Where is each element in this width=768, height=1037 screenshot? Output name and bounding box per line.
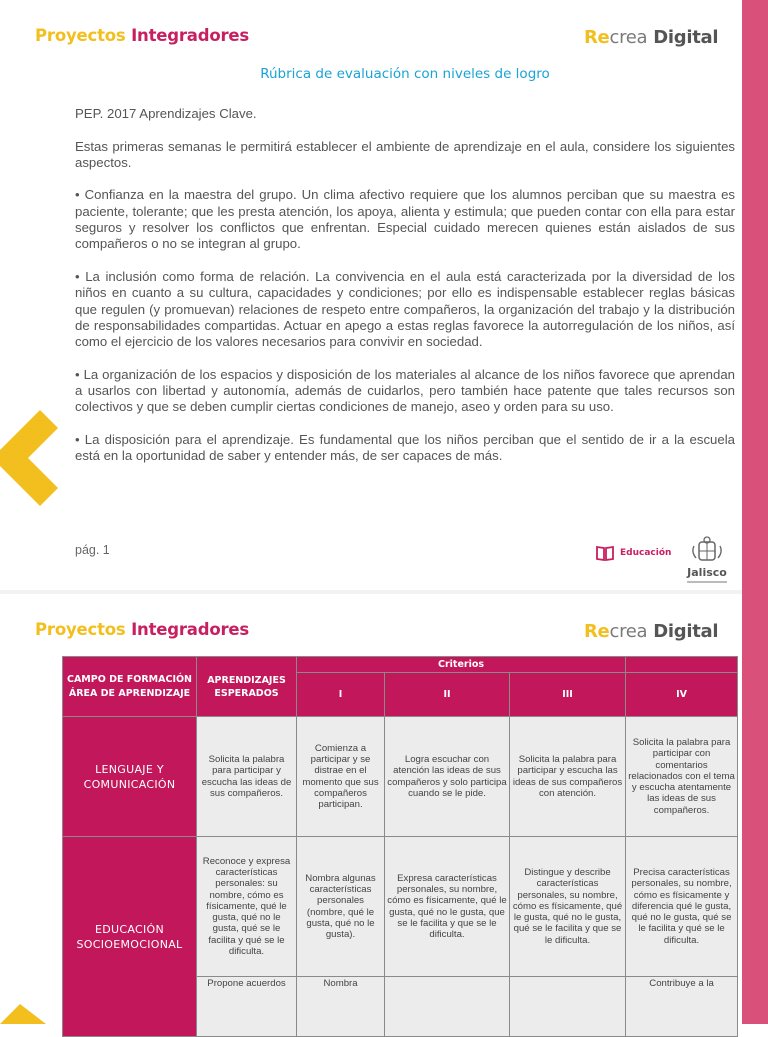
paragraph: Estas primeras semanas le permitirá establecer el ambiente de aprendizaje en el aula, considere los siguientes aspectos. [75, 138, 735, 170]
level-iii-cell: Solicita la palabra para participar y escucha las ideas de sus compañeros con atención. [510, 717, 626, 837]
brand-right-part-b: crea [609, 27, 648, 48]
paragraph: PEP. 2017 Aprendizajes Clave. [75, 106, 257, 121]
header-blank [626, 657, 738, 673]
educacion-label: Educación [620, 548, 672, 558]
brand-left-part-b: Integradores [131, 26, 250, 45]
brand-right-part-a: Re [584, 621, 610, 642]
area-cell: EDUCACIÓN SOCIOEMOCIONAL [63, 837, 197, 1037]
paragraph: • La organización de los espacios y disposición de los materiales al alcance de los niños favorece que aprendan a usarlos con libertad y autonomía, además de cuidarlos, pero también hace patente que tales recursos son colectivos y que se deben cumplir ciertas condiciones de manejo, aseo y orden para su uso. [75, 366, 735, 415]
level-i-cell: Nombra algunas características personales (nombre, qué le gusta, qué no le gusta). [297, 837, 385, 977]
brand-left-part-b: Integradores [131, 620, 250, 639]
level-i-cell: Nombra [297, 977, 385, 1037]
brand-left-part-a: Proyectos [35, 26, 126, 45]
jalisco-logo [682, 536, 732, 583]
level-ii-cell [385, 977, 510, 1037]
proyectos-integradores-logo [35, 26, 249, 45]
brand-right-part-b: crea [609, 621, 648, 642]
level-i-cell: Comienza a participar y se distrae en el momento que sus compañeros participan. [297, 717, 385, 837]
table-row [63, 717, 738, 837]
jalisco-label: Jalisco [687, 566, 727, 579]
book-icon [596, 545, 614, 561]
educacion-logo [596, 545, 671, 561]
recrea-digital-logo [584, 621, 718, 642]
level-iv: IV [626, 673, 738, 717]
paragraph: • La inclusión como forma de relación. La convivencia en el aula está caracterizada por la diversidad de los niños en cuanto a su cultura, capacidades y condiciones; por ello es indispensable establecer reglas básicas que regulen (y promuevan) relaciones de respeto entre compañeros, la organización del trabajo y la distribución de responsabilidades compartidas. Actuar en apego a estas reglas favorece la autorregulación de los niños, así como el ejercicio de los valores necesarios para convivir en sociedad. [75, 268, 735, 350]
rubric-table [62, 656, 738, 1037]
esperado-cell: Solicita la palabra para participar y escucha las ideas de sus compañeros. [197, 717, 297, 837]
brand-right-part-c: Digital [653, 621, 719, 642]
recrea-digital-logo [584, 27, 718, 48]
brand-right-part-a: Re [584, 27, 610, 48]
esperado-cell: Propone acuerdos [197, 977, 297, 1037]
level-ii: II [385, 673, 510, 717]
yellow-chevron-decoration [0, 410, 62, 506]
level-iv-cell: Contribuye a la [626, 977, 738, 1037]
page-number: pág. 1 [75, 543, 110, 557]
paragraph: • La disposición para el aprendizaje. Es fundamental que los niños perciban que el sentido de ir a la escuela está en la oportunidad de saber y entender más, de ser capaces de más. [75, 431, 735, 464]
header-criterios: Criterios [297, 657, 626, 673]
level-ii-cell: Logra escuchar con atención las ideas de sus compañeros y solo participa cuando se le pide. [385, 717, 510, 837]
level-iii-cell: Distingue y describe características personales, su nombre, cómo es físicamente, qué le gusta, qué no le gusta, qué se le facilita y que se le dificulta. [510, 837, 626, 977]
level-i: I [297, 673, 385, 717]
esperado-cell: Reconoce y expresa características personales: su nombre, cómo es físicamente, qué le gusta, qué no le gusta, qué se le facilita y qué se le dificulta. [197, 837, 297, 977]
side-accent-bar [742, 0, 768, 1024]
document-title: Rúbrica de evaluación con niveles de logro [260, 66, 550, 82]
level-iii-cell [510, 977, 626, 1037]
table-row [63, 837, 738, 977]
header-area: CAMPO DE FORMACIÓN ÁREA DE APRENDIZAJE [63, 657, 197, 717]
page-2 [0, 594, 742, 1024]
header-aprendizajes: APRENDIZAJES ESPERADOS [197, 657, 297, 717]
yellow-chevron-decoration [0, 1004, 62, 1024]
brand-left-part-a: Proyectos [35, 620, 126, 639]
jalisco-sub-line [687, 581, 727, 583]
level-iii: III [510, 673, 626, 717]
proyectos-integradores-logo [35, 620, 249, 639]
brand-right-part-c: Digital [653, 27, 719, 48]
area-cell: LENGUAJE Y COMUNICACIÓN [63, 717, 197, 837]
jalisco-crest-icon [690, 536, 724, 564]
paragraph: • Confianza en la maestra del grupo. Un clima afectivo requiere que los alumnos perciban que su maestra es paciente, tolerante; que les presta atención, los apoya, alienta y estimula; que pueden contar con ella para estar seguros y resolver los conflictos que enfrentan. Especial cuidado merecen quienes están aislados de sus compañeros o no se integran al grupo. [75, 187, 735, 252]
level-iv-cell: Precisa características personales, su nombre, cómo es físicamente y diferencia qué le gusta, qué no le gusta, qué se le facilita y qué se le dificulta. [626, 837, 738, 977]
level-iv-cell: Solicita la palabra para participar con comentarios relacionados con el tema y escucha atentamente las ideas de sus compañeros. [626, 717, 738, 837]
body-text [75, 106, 735, 481]
level-ii-cell: Expresa características personales, su nombre, cómo es físicamente, qué le gusta, qué no le gusta, que se le facilita y que se le dificulta. [385, 837, 510, 977]
